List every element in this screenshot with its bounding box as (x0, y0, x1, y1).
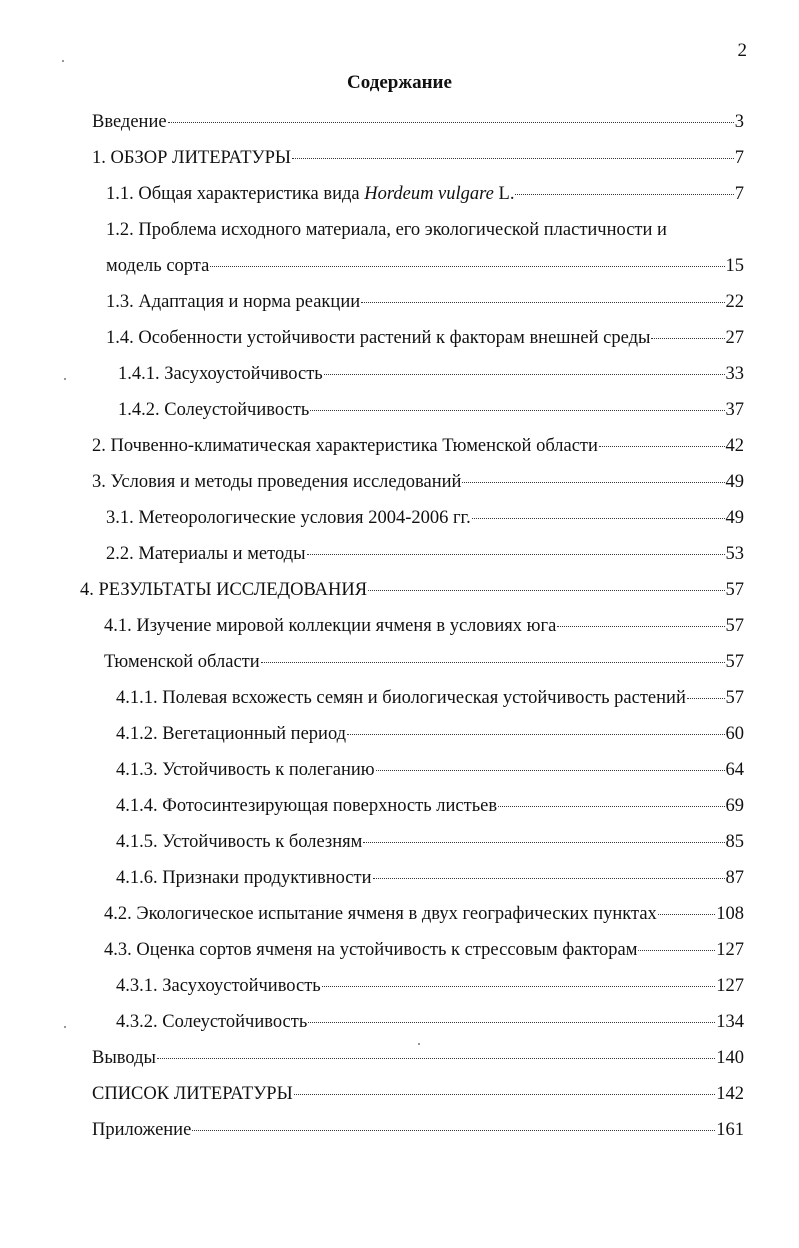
toc-entry[interactable] (106, 182, 744, 206)
dot-leader (192, 1130, 715, 1131)
toc-entry[interactable] (116, 686, 744, 710)
toc-entry[interactable] (92, 110, 744, 134)
toc-entry[interactable] (104, 902, 744, 926)
scan-speck (418, 1043, 420, 1045)
toc-entry-page: 142 (716, 1084, 744, 1104)
dot-leader (557, 626, 724, 627)
toc-entry-label: 4.1.2. Вегетационный период (116, 724, 347, 744)
toc-entry[interactable] (106, 290, 744, 314)
toc-entry[interactable] (104, 614, 744, 638)
toc-entry-label: 1. ОБЗОР ЛИТЕРАТУРЫ (92, 148, 292, 168)
dot-leader (462, 482, 724, 483)
toc-entry-label: 4.1.1. Полевая всхожесть семян и биологическая устойчивость растений (116, 688, 686, 708)
toc-entry-label: Введение (92, 112, 167, 132)
toc-entry[interactable] (92, 1082, 744, 1106)
toc-entry-page: 37 (725, 400, 744, 420)
toc-entry-label: 3.1. Метеорологические условия 2004-2006 гг. (106, 508, 471, 528)
dot-leader (307, 554, 725, 555)
toc-entry-label: 4.1.6. Признаки продуктивности (116, 868, 372, 888)
toc-entry-label: 4.3. Оценка сортов ячменя на устойчивость к стрессовым факторам (104, 940, 638, 960)
dot-leader (373, 878, 725, 879)
species-name: Hordeum vulgare (364, 184, 494, 204)
toc-entry-page: 53 (725, 544, 744, 564)
toc-entry-label: 1.1. Общая характеристика вида Hordeum vulgare L. (106, 184, 515, 204)
toc-entry[interactable] (116, 830, 744, 854)
dot-leader (638, 950, 715, 951)
toc-entry-label: 4.1. Изучение мировой коллекции ячменя в условиях юга (104, 616, 557, 636)
dot-leader (322, 986, 716, 987)
dot-leader (168, 122, 734, 123)
toc-entry-label: Выводы (92, 1048, 156, 1068)
toc-entry-label: 4.2. Экологическое испытание ячменя в двух географических пунктах (104, 904, 657, 924)
toc-entry-label: 4.3.1. Засухоустойчивость (116, 976, 321, 996)
toc-entry-page: 7 (734, 148, 744, 168)
toc-entry[interactable] (92, 470, 744, 494)
toc-entry-label: 4.1.5. Устойчивость к болезням (116, 832, 363, 852)
toc-entry-page: 60 (725, 724, 744, 744)
toc-entry-page: 42 (725, 436, 744, 456)
toc-entry-page: 22 (725, 292, 744, 312)
scan-speck (62, 60, 64, 62)
toc-entry-label: 4.3.2. Солеустойчивость (116, 1012, 308, 1032)
toc-entry-label: 1.3. Адаптация и норма реакции (106, 292, 361, 312)
toc-entry[interactable] (92, 1118, 744, 1142)
toc-entry-label: Приложение (92, 1120, 192, 1140)
toc-entry-page: 15 (725, 256, 744, 276)
toc-entry-page: 57 (725, 616, 744, 636)
toc-entry-label: 4.1.3. Устойчивость к полеганию (116, 760, 375, 780)
toc-entry-page: 27 (725, 328, 744, 348)
toc-entry-label: 1.4. Особенности устойчивости растений к факторам внешней среды (106, 328, 651, 348)
toc-entry-page: 108 (716, 904, 744, 924)
toc-entry-page: 87 (725, 868, 744, 888)
toc-entry-label: 4.1.4. Фотосинтезирующая поверхность листьев (116, 796, 498, 816)
toc-entry[interactable] (106, 542, 744, 566)
toc-entry[interactable] (106, 254, 744, 278)
dot-leader (210, 266, 724, 267)
toc-entry[interactable] (80, 578, 744, 602)
toc-entry[interactable] (116, 1010, 744, 1034)
toc-entry[interactable] (116, 866, 744, 890)
dot-leader (376, 770, 725, 771)
page-number: 2 (737, 40, 747, 61)
toc-entry-label: 4. РЕЗУЛЬТАТЫ ИССЛЕДОВАНИЯ (80, 580, 368, 600)
dot-leader (310, 410, 724, 411)
toc-entry[interactable] (116, 722, 744, 746)
toc-entry-label: модель сорта (106, 256, 210, 276)
dot-leader (363, 842, 724, 843)
toc-entry-page: 127 (716, 976, 744, 996)
toc-entry[interactable] (104, 650, 744, 674)
dot-leader (498, 806, 724, 807)
toc-entry-label-line1: 1.2. Проблема исходного материала, его экологической пластичности и (106, 220, 667, 240)
scan-speck (64, 378, 66, 380)
page-title: Содержание (347, 72, 452, 93)
dot-leader (515, 194, 733, 195)
toc-entry-page: 49 (725, 508, 744, 528)
dot-leader (599, 446, 725, 447)
dot-leader (658, 914, 715, 915)
dot-leader (308, 1022, 715, 1023)
toc-entry-label: СПИСОК ЛИТЕРАТУРЫ (92, 1084, 293, 1104)
toc-entry-page: 134 (716, 1012, 744, 1032)
toc-entry[interactable] (116, 794, 744, 818)
dot-leader (472, 518, 725, 519)
toc-entry[interactable] (106, 506, 744, 530)
scan-speck (64, 1026, 66, 1028)
dot-leader (261, 662, 725, 663)
toc-entry-label: 2. Почвенно-климатическая характеристика Тюменской области (92, 436, 598, 456)
toc-entry[interactable] (92, 146, 744, 170)
toc-entry-page: 69 (725, 796, 744, 816)
toc-entry-page: 57 (725, 652, 744, 672)
toc-entry-label: 1.4.1. Засухоустойчивость (118, 364, 323, 384)
dot-leader (294, 1094, 716, 1095)
dot-leader (324, 374, 725, 375)
toc-entry-label: 2.2. Материалы и методы (106, 544, 306, 564)
dot-leader (347, 734, 724, 735)
toc-entry[interactable] (92, 434, 744, 458)
dot-leader (368, 590, 724, 591)
toc-entry[interactable] (104, 938, 744, 962)
toc-entry-page: 64 (725, 760, 744, 780)
dot-leader (292, 158, 734, 159)
dot-leader (157, 1058, 715, 1059)
toc-entry-page: 127 (716, 940, 744, 960)
toc-entry-page: 57 (725, 688, 744, 708)
toc-entry-page: 161 (716, 1120, 744, 1140)
toc-entry-page: 3 (734, 112, 744, 132)
toc-entry[interactable] (92, 1046, 744, 1070)
toc-entry[interactable] (118, 398, 744, 422)
toc-entry-label: 3. Условия и методы проведения исследований (92, 472, 462, 492)
toc-entry-page: 49 (725, 472, 744, 492)
toc-entry-page: 7 (734, 184, 744, 204)
dot-leader (651, 338, 724, 339)
toc-entry-label: 1.4.2. Солеустойчивость (118, 400, 310, 420)
toc-entry[interactable] (118, 362, 744, 386)
dot-leader (687, 698, 725, 699)
toc-entry-page: 140 (716, 1048, 744, 1068)
toc-entry-label: Тюменской области (104, 652, 260, 672)
toc-entry-page: 33 (725, 364, 744, 384)
toc-entry-page: 57 (725, 580, 744, 600)
toc-entry[interactable] (116, 758, 744, 782)
toc-entry[interactable] (106, 326, 744, 350)
toc-entry-page: 85 (725, 832, 744, 852)
toc-entry[interactable] (116, 974, 744, 998)
dot-leader (361, 302, 724, 303)
